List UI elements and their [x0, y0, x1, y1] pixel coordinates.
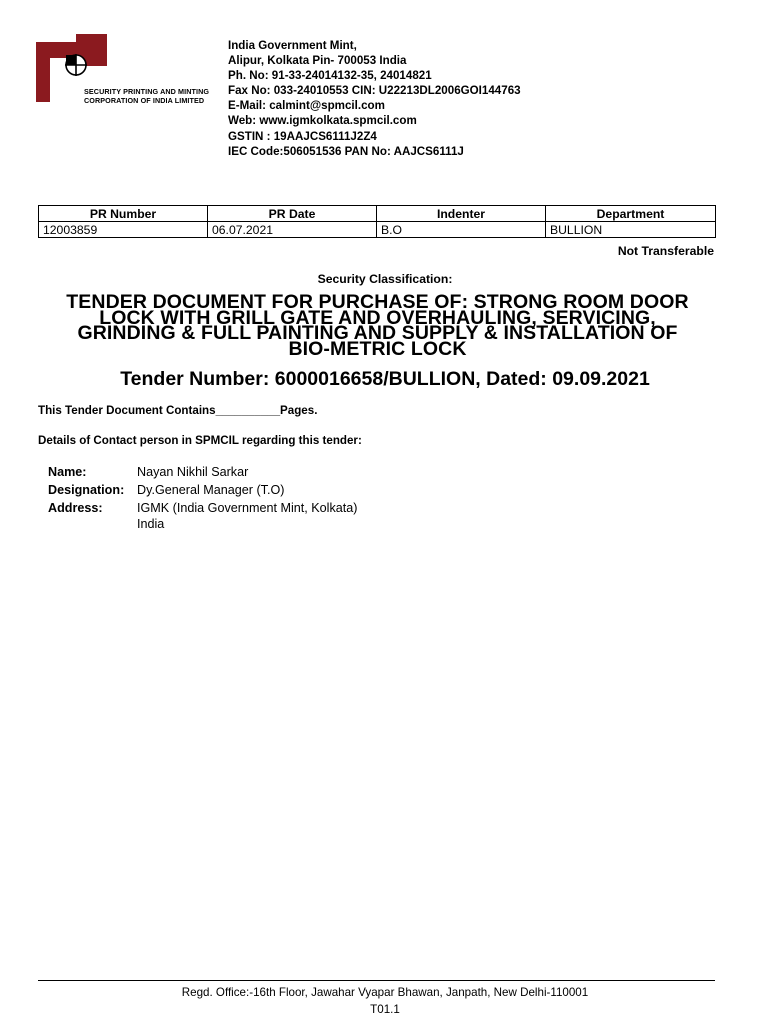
pr-number-value: 12003859	[39, 222, 208, 238]
indenter-value: B.O	[377, 222, 546, 238]
mint-address-block	[228, 38, 521, 159]
logo-text-line1: SECURITY PRINTING AND MINTING	[84, 87, 210, 96]
iec-pan-line: IEC Code:506051536 PAN No: AAJCS6111J	[228, 144, 464, 158]
logo-text-line2: CORPORATION OF INDIA LIMITED	[84, 96, 205, 105]
email-line: E-Mail: calmint@spmcil.com	[228, 99, 385, 113]
title-line: BIO-METRIC LOCK	[288, 337, 467, 360]
designation-value: Dy.General Manager (T.O)	[137, 483, 285, 497]
title-line: LOCK WITH GRILL GATE AND OVERHAULING, SERVICING,	[99, 306, 656, 329]
address-value-line2: India	[137, 517, 165, 531]
pr-date-header: PR Date	[208, 206, 377, 222]
name-value: Nayan Nikhil Sarkar	[137, 465, 249, 479]
phone-line: Ph. No: 91-33-24014132-35, 24014821	[228, 69, 432, 83]
page-count-line: This Tender Document Contains__________Pages.	[38, 404, 318, 417]
designation-label: Designation:	[48, 483, 125, 497]
indenter-header: Indenter	[377, 206, 546, 222]
web-line: Web: www.igmkolkata.spmcil.com	[228, 114, 417, 128]
department-value: BULLION	[546, 222, 716, 238]
tender-title	[45, 291, 710, 360]
pr-info-table	[38, 205, 716, 238]
title-line: GRINDING & FULL PAINTING AND SUPPLY & INSTALLATION OF	[77, 322, 678, 344]
pr-number-header: PR Number	[39, 206, 208, 222]
footer-divider	[38, 980, 715, 981]
security-classification: Security Classification:	[317, 272, 453, 286]
gstin-line: GSTIN : 19AAJCS6111J2Z4	[228, 129, 377, 143]
pr-date-value: 06.07.2021	[208, 222, 377, 238]
address-line: India Government Mint,	[228, 39, 357, 52]
registered-office: Regd. Office:-16th Floor, Jawahar Vyapar Bhawan, Janpath, New Delhi-110001	[181, 986, 589, 999]
spmcil-logo	[36, 34, 222, 108]
name-label: Name:	[48, 465, 87, 479]
pr-table-value-row	[39, 222, 716, 238]
contact-details-heading: Details of Contact person in SPMCIL regarding this tender:	[38, 434, 362, 447]
address-value-line1: IGMK (India Government Mint, Kolkata)	[137, 501, 358, 515]
title-line: TENDER DOCUMENT FOR PURCHASE OF: STRONG ROOM DOOR	[66, 291, 689, 313]
pr-table-header-row	[39, 206, 716, 222]
fax-cin-line: Fax No: 033-24010553 CIN: U22213DL2006GOI144763	[228, 84, 521, 98]
address-line: Alipur, Kolkata Pin- 700053 India	[228, 54, 407, 68]
not-transferable-note: Not Transferable	[617, 244, 714, 258]
document-code: T01.1	[370, 1003, 400, 1016]
department-header: Department	[546, 206, 716, 222]
address-label: Address:	[48, 501, 103, 515]
tender-number: Tender Number: 6000016658/BULLION, Dated: 09.09.2021	[120, 368, 650, 390]
